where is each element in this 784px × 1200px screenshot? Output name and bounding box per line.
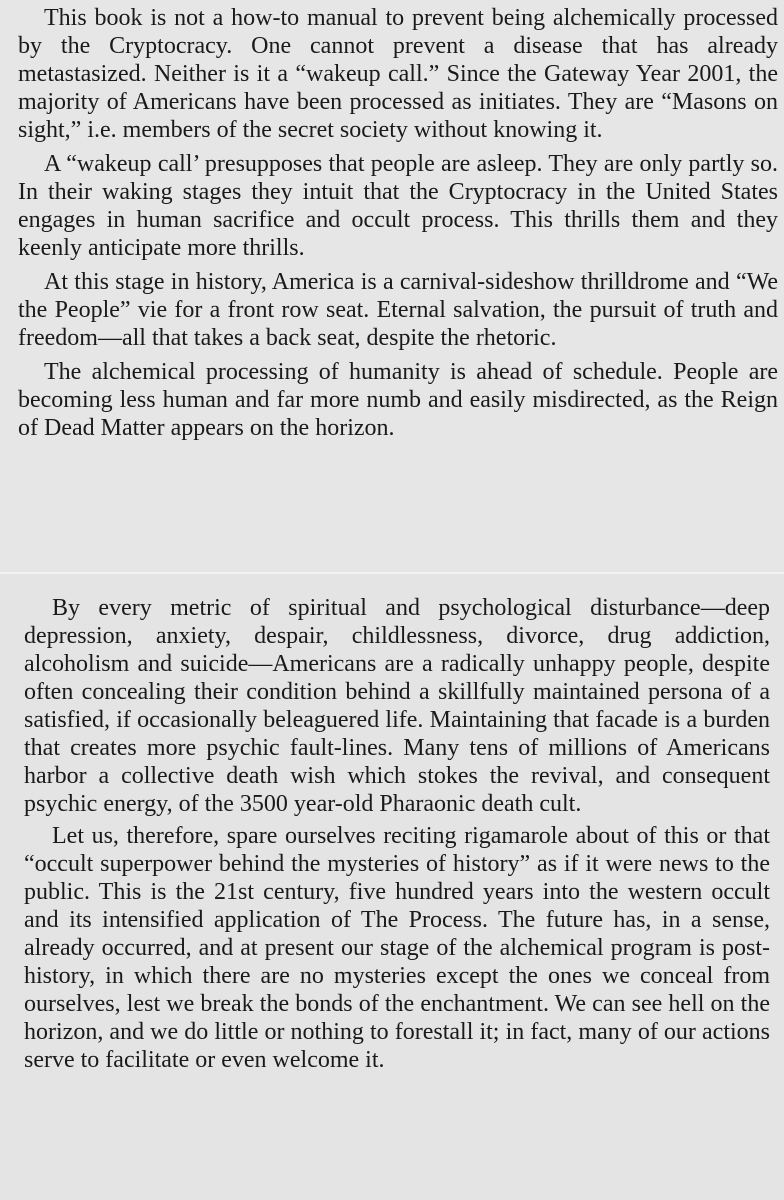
paragraph-alchemical-processing: The alchemical processing of humanity is ahead of schedule. People are becoming less human and far more numb and easily misdirected, as the Reign of Dead Matter appears on the horizon. [18,359,778,441]
paragraph-post-history: Let us, therefore, spare ourselves reciting rigamarole about of this or that “occult superpower behind the mysteries of history” as if it were news to the public. This is the 21st century, five hundred years into the western occult and its intensified application of The Process. The future has, in a sense, already occurred, and at present our stage of the alchemical program is post-history, in which there are no mysteries except the ones we conceal from ourselves, lest we break the bonds of the enchantment. We can see hell on the horizon, and we do little or nothing to forestall it; in fact, many of our actions serve to facilitate or even welcome it. [24,823,770,1073]
top-text-section [0,0,784,574]
paragraph-not-a-manual: This book is not a how-to manual to prevent being alchemically processed by the Cryptocracy. One cannot prevent a disease that has already metastasized. Neither is it a “wakeup call.” Since the Gateway Year 2001, the majority of Americans have been processed as initiates. They are “Masons on sight,” i.e. members of the secret society without knowing it. [18,5,778,143]
paragraph-carnival-sideshow: At this stage in history, America is a carnival-sideshow thrilldrome and “We the People” vie for a front row seat. Eternal salvation, the pursuit of truth and freedom—all that takes a back seat, despite the rhetoric. [18,269,778,351]
paragraph-spiritual-disturbance: By every metric of spiritual and psychological disturbance—deep depression, anxiety, despair, childlessness, divorce, drug addiction, alcoholism and suicide—Americans are a radically unhappy people, despite often concealing their condition behind a skillfully maintained persona of a satisfied, if occasionally beleaguered life. Maintaining that facade is a burden that creates more psychic fault-lines. Many tens of millions of Americans harbor a collective death wish which stokes the revival, and consequent psychic energy, of the 3500 year-old Pharaonic death cult. [24,595,770,817]
paragraph-wakeup-call: A “wakeup call’ presupposes that people are asleep. They are only partly so. In their waking stages they intuit that the Cryptocracy in the United States engages in human sacrifice and occult process. This thrills them and they keenly anticipate more thrills. [18,151,778,261]
bottom-text-section [0,574,784,1200]
